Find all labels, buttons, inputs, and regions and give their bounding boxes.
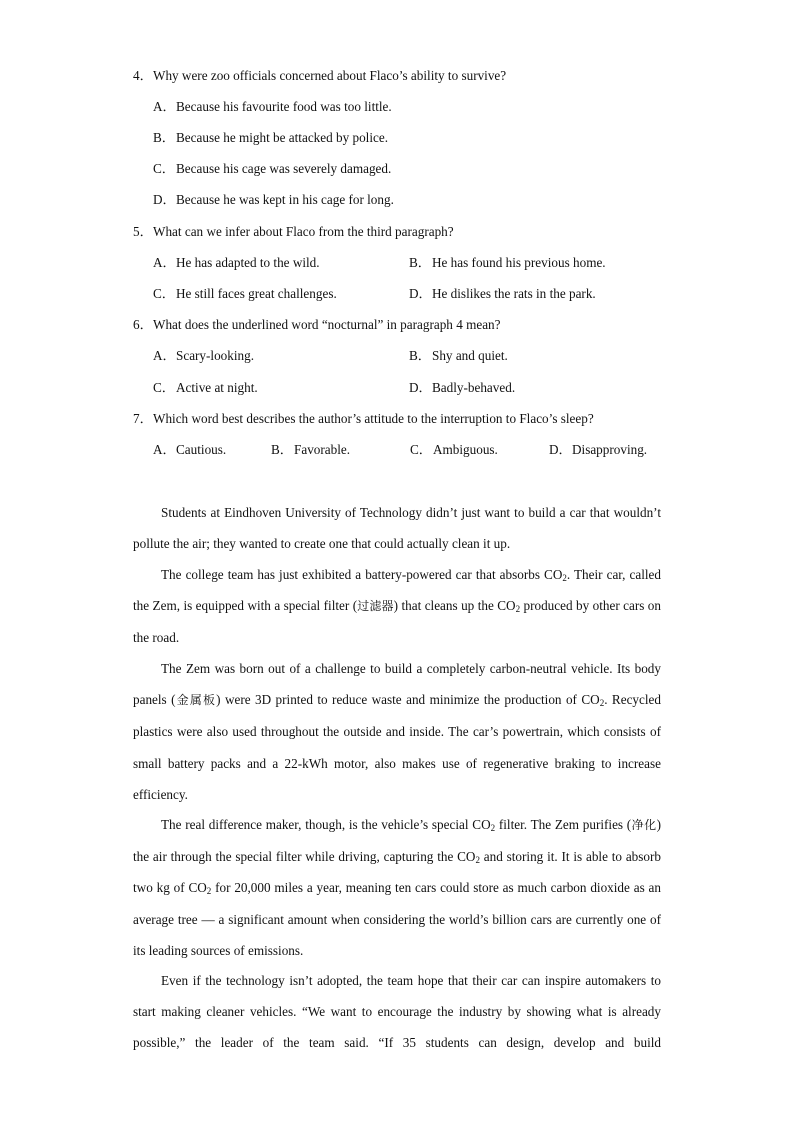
- question-4: [133, 68, 506, 84]
- question-text: What can we infer about Flaco from the third paragraph?: [153, 224, 454, 239]
- q4-option-a: A．Because his favourite food was too little.: [153, 99, 392, 114]
- q7-option-a: A．Cautious.: [153, 442, 227, 457]
- q6-option-a: A．Scary-looking.: [153, 348, 255, 363]
- question-number: 4．: [133, 68, 153, 83]
- q5-option-b: B．He has found his previous home.: [409, 255, 606, 270]
- question-text: Which word best describes the author’s attitude to the interruption to Flaco’s sleep?: [153, 411, 594, 426]
- q6-option-b: B．Shy and quiet.: [409, 348, 508, 363]
- question-number: 7．: [133, 411, 153, 426]
- q5-option-d: D．He dislikes the rats in the park.: [409, 286, 596, 301]
- question-number: 5．: [133, 224, 153, 239]
- q7-option-b: B．Favorable.: [271, 442, 351, 457]
- q7-option-d: D．Disapproving.: [549, 442, 648, 457]
- passage-paragraph-1: Students at Eindhoven University of Technology didn’t just want to build a car that wouldn’t pollute the air; they wanted to create one that could actually clean it up.: [133, 505, 661, 552]
- question-number: 6．: [133, 317, 153, 332]
- q6-option-d: D．Badly-behaved.: [409, 380, 516, 395]
- q5-option-c: C．He still faces great challenges.: [153, 286, 337, 301]
- question-text: Why were zoo officials concerned about Flaco’s ability to survive?: [153, 68, 507, 83]
- q6-option-c: C．Active at night.: [153, 380, 258, 395]
- question-7: [133, 411, 594, 427]
- q4-option-b: B．Because he might be attacked by police.: [153, 130, 389, 145]
- q7-option-c: C．Ambiguous.: [410, 442, 498, 457]
- passage-paragraph-4: The real difference maker, though, is the vehicle’s special $CO_2$ filter. The Zem purifies (净化) the air through the special filter while driving, capturing the $CO_2$ and storing it. It is able to absorb two kg of $CO_2$ for 20,000 miles a year, meaning ten cars could store as much carbon dioxide as an average tree — a significant amount when considering the world’s billion cars are currently one of its leading sources of emissions.: [133, 817, 661, 958]
- passage-paragraph-3: The Zem was born out of a challenge to build a completely carbon-neutral vehicle. Its body panels (金属板) were 3D printed to reduce waste and minimize the production of $CO_2$. Recycled plastics were also used throughout the outside and inside. The car’s powertrain, which consists of small battery packs and a 22-kWh motor, also makes use of regenerative braking to increase efficiency.: [133, 661, 661, 802]
- question-text: What does the underlined word “nocturnal” in paragraph 4 mean?: [153, 317, 501, 332]
- q4-option-c: C．Because his cage was severely damaged.: [153, 161, 392, 176]
- passage-paragraph-2: The college team has just exhibited a battery-powered car that absorbs $CO_2$. Their car, called the Zem, is equipped with a special filter (过滤器) that cleans up the $CO_2$ produced by other cars on the road.: [133, 567, 661, 646]
- question-6: [133, 317, 501, 333]
- q5-option-a: A．He has adapted to the wild.: [153, 255, 320, 270]
- question-5: [133, 224, 454, 240]
- q4-option-d: D．Because he was kept in his cage for long.: [153, 192, 394, 207]
- passage-paragraph-5: Even if the technology isn’t adopted, the team hope that their car can inspire automakers to start making cleaner vehicles. “We want to encourage the industry by showing what is already possible,” the leader of the team said. “If 35 students can design, develop and build: [133, 973, 661, 1051]
